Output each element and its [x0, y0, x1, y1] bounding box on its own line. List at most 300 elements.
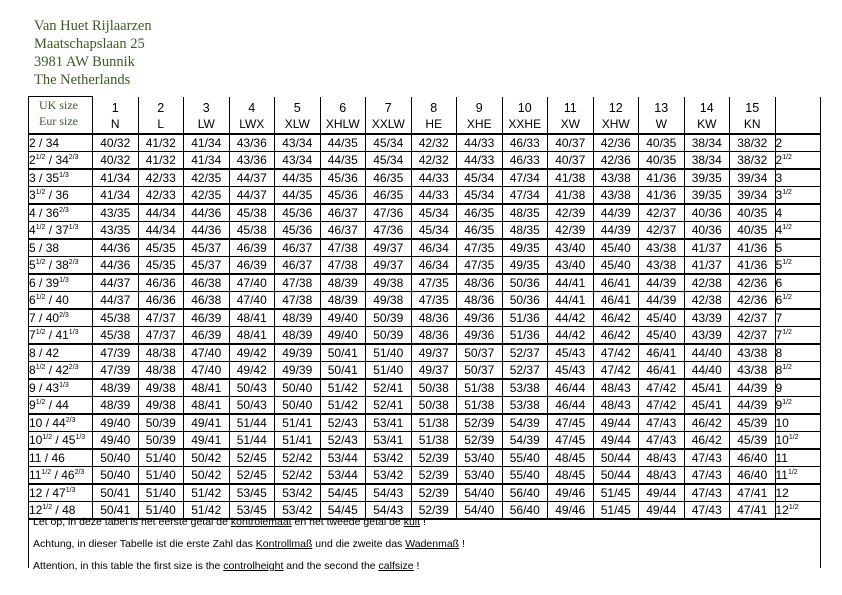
row-uk-size-end	[775, 134, 820, 152]
table-cell: 53/41	[366, 432, 412, 450]
size-separator: /	[45, 187, 56, 202]
table-cell: 44/33	[457, 152, 503, 170]
size-separator: /	[35, 135, 46, 150]
table-cell: 49/36	[457, 309, 503, 327]
table-cell: 48/45	[548, 467, 594, 485]
table-row	[29, 467, 821, 485]
table-cell: 42/39	[548, 222, 594, 240]
uk-size: 11	[29, 467, 42, 482]
uk-size: 9	[29, 397, 36, 412]
table-cell: 44/36	[184, 204, 230, 222]
table-cell: 46/41	[593, 292, 639, 310]
table-cell: 47/40	[229, 292, 275, 310]
table-cell: 45/40	[593, 239, 639, 257]
row-uk-size-end	[775, 292, 820, 310]
table-cell: 42/37	[639, 204, 685, 222]
uk-size: 4	[29, 205, 36, 220]
table-cell: 45/36	[320, 169, 366, 187]
table-cell: 47/40	[184, 344, 230, 362]
table-cell: 44/37	[93, 274, 139, 292]
size-separator: /	[35, 205, 46, 220]
table-cell: 46/35	[366, 169, 412, 187]
table-cell: 46/40	[730, 449, 776, 467]
table-cell: 51/45	[593, 484, 639, 502]
size-fraction: 1/2	[35, 328, 46, 336]
eur-size: 42	[55, 362, 69, 377]
table-cell: 44/33	[457, 134, 503, 152]
table-cell: 46/39	[229, 239, 275, 257]
eur-size-label: Eur size	[39, 114, 78, 128]
table-cell: 46/35	[457, 204, 503, 222]
table-cell: 47/36	[366, 204, 412, 222]
table-cell: 44/36	[93, 257, 139, 275]
table-cell: 47/38	[275, 274, 321, 292]
size-fraction: 1/2	[782, 258, 792, 266]
table-cell: 38/32	[730, 152, 776, 170]
table-cell: 49/37	[411, 344, 457, 362]
size-fraction: 1/2	[782, 188, 792, 196]
table-cell: 42/36	[593, 152, 639, 170]
table-cell: 55/40	[502, 467, 548, 485]
size-separator: /	[52, 432, 63, 447]
table-cell: 44/37	[93, 292, 139, 310]
table-cell: 50/43	[229, 379, 275, 397]
table-cell: 42/39	[548, 204, 594, 222]
table-row	[29, 309, 821, 327]
column-uk-number: 13	[654, 100, 669, 115]
eur-size: 39	[45, 275, 60, 290]
size-separator: /	[35, 380, 46, 395]
table-cell: 47/34	[502, 187, 548, 205]
row-uk-size-end	[775, 379, 820, 397]
column-header	[93, 97, 139, 135]
table-cell: 45/37	[184, 239, 230, 257]
column-header	[184, 97, 230, 135]
size-table	[28, 96, 821, 520]
company-country: The Netherlands	[34, 72, 131, 88]
table-cell: 47/43	[684, 502, 730, 520]
eur-size: 36	[45, 205, 60, 220]
table-cell: 43/34	[275, 134, 321, 152]
table-cell: 53/40	[457, 467, 503, 485]
table-cell: 42/38	[684, 274, 730, 292]
column-width-code: HE	[425, 116, 443, 131]
table-cell: 50/41	[93, 484, 139, 502]
table-cell: 50/39	[138, 432, 184, 450]
table-cell: 45/43	[548, 362, 594, 380]
table-cell: 50/37	[457, 362, 503, 380]
row-size-label	[29, 152, 93, 170]
table-cell: 45/37	[184, 257, 230, 275]
size-fraction: 1/2	[782, 328, 792, 336]
row-uk-size-end	[775, 362, 820, 380]
table-cell: 50/42	[184, 449, 230, 467]
table-cell: 51/42	[184, 484, 230, 502]
size-separator: /	[51, 467, 62, 482]
table-cell: 45/34	[411, 222, 457, 240]
uk-size: 7	[29, 310, 36, 325]
table-cell: 44/35	[275, 187, 321, 205]
table-cell: 44/36	[93, 239, 139, 257]
table-cell: 45/34	[366, 134, 412, 152]
size-fraction: 1/3	[75, 433, 86, 441]
table-cell: 42/33	[138, 169, 184, 187]
table-cell: 47/43	[684, 484, 730, 502]
table-cell: 47/37	[138, 309, 184, 327]
table-cell: 52/39	[457, 414, 503, 432]
table-cell: 48/45	[548, 449, 594, 467]
row-uk-size-end	[775, 414, 820, 432]
table-cell: 47/34	[502, 169, 548, 187]
table-cell: 46/37	[320, 222, 366, 240]
size-separator: /	[45, 152, 56, 167]
table-cell: 45/41	[684, 397, 730, 415]
table-cell: 51/41	[275, 432, 321, 450]
column-width-code: LWX	[239, 116, 265, 131]
table-cell: 42/37	[639, 222, 685, 240]
table-cell: 49/39	[275, 344, 321, 362]
table-cell: 51/44	[229, 414, 275, 432]
table-cell: 48/38	[138, 362, 184, 380]
table-cell: 47/38	[320, 239, 366, 257]
table-cell: 44/40	[684, 362, 730, 380]
eur-size: 46	[51, 450, 65, 465]
table-cell: 53/45	[229, 484, 275, 502]
table-cell: 50/40	[275, 397, 321, 415]
size-fraction: 1/2	[41, 468, 52, 476]
eur-size: 42	[45, 345, 60, 360]
table-cell: 51/42	[184, 502, 230, 520]
table-cell: 50/42	[184, 467, 230, 485]
table-row	[29, 362, 821, 380]
size-fraction: 1/2	[787, 468, 798, 476]
column-header	[229, 97, 275, 135]
table-cell: 42/33	[138, 187, 184, 205]
row-uk-size-end	[775, 204, 820, 222]
size-fraction: 2/3	[68, 363, 79, 371]
table-cell: 49/41	[184, 414, 230, 432]
table-row	[29, 187, 821, 205]
table-cell: 46/38	[184, 292, 230, 310]
table-cell: 53/40	[457, 449, 503, 467]
table-cell: 41/32	[138, 152, 184, 170]
size-fraction: 1/2	[35, 363, 46, 371]
table-cell: 47/42	[593, 344, 639, 362]
table-cell: 46/38	[184, 274, 230, 292]
column-width-code: N	[110, 116, 120, 131]
table-cell: 40/35	[730, 204, 776, 222]
column-header	[548, 97, 594, 135]
table-cell: 42/36	[593, 134, 639, 152]
column-header	[366, 97, 412, 135]
table-cell: 51/40	[366, 362, 412, 380]
table-row	[29, 204, 821, 222]
table-cell: 46/34	[411, 239, 457, 257]
table-cell: 54/45	[320, 484, 366, 502]
table-cell: 44/35	[320, 152, 366, 170]
notes-box	[28, 509, 821, 572]
table-cell: 45/38	[93, 309, 139, 327]
table-cell: 47/43	[639, 432, 685, 450]
table-cell: 44/39	[639, 274, 685, 292]
table-cell: 52/39	[411, 502, 457, 520]
table-cell: 53/42	[366, 467, 412, 485]
table-cell: 53/42	[366, 449, 412, 467]
table-cell: 48/41	[184, 397, 230, 415]
table-cell: 49/46	[548, 484, 594, 502]
row-uk-size-end	[775, 309, 820, 327]
row-size-label	[29, 414, 93, 432]
table-cell: 40/35	[730, 222, 776, 240]
eur-size: 34	[55, 152, 69, 167]
table-cell: 53/38	[502, 379, 548, 397]
column-header	[502, 97, 548, 135]
uk-size: 11	[29, 450, 42, 465]
table-cell: 46/42	[684, 414, 730, 432]
row-uk-size-end	[775, 152, 820, 170]
table-cell: 42/37	[730, 327, 776, 345]
table-cell: 43/38	[639, 239, 685, 257]
table-cell: 46/33	[502, 134, 548, 152]
table-cell: 52/37	[502, 344, 548, 362]
column-header	[320, 97, 366, 135]
row-uk-size-end	[775, 432, 820, 450]
table-cell: 44/37	[229, 169, 275, 187]
table-cell: 50/38	[411, 397, 457, 415]
column-uk-number: 1	[111, 100, 119, 115]
table-cell: 56/40	[502, 502, 548, 520]
uk-size-end: 9	[775, 397, 783, 412]
eur-size: 37	[55, 222, 69, 237]
eur-size: 44	[52, 415, 66, 430]
table-cell: 43/38	[639, 257, 685, 275]
column-uk-number: 4	[248, 100, 256, 115]
company-street: Maatschapslaan 25	[34, 36, 145, 52]
size-separator: /	[35, 275, 46, 290]
size-fraction: 2/3	[59, 206, 69, 214]
eur-size: 47	[52, 485, 66, 500]
size-fraction: 1/2	[35, 223, 46, 231]
size-fraction: 1/2	[782, 363, 792, 371]
uk-size: 8	[29, 362, 36, 377]
eur-size: 38	[45, 240, 60, 255]
table-cell: 43/39	[684, 309, 730, 327]
table-cell: 41/36	[730, 239, 776, 257]
size-fraction: 2/3	[68, 258, 79, 266]
table-cell: 47/43	[684, 449, 730, 467]
table-cell: 45/36	[275, 204, 321, 222]
table-cell: 42/36	[730, 274, 776, 292]
table-cell: 50/44	[593, 467, 639, 485]
table-cell: 46/35	[366, 187, 412, 205]
column-header	[593, 97, 639, 135]
column-header	[411, 97, 457, 135]
uk-size-end: 4	[775, 222, 783, 237]
size-separator: /	[45, 327, 56, 342]
row-size-label	[29, 187, 93, 205]
uk-size-end: 8	[775, 345, 783, 360]
table-cell: 49/38	[138, 379, 184, 397]
row-size-label	[29, 467, 93, 485]
row-uk-size-end	[775, 187, 820, 205]
table-cell: 48/43	[593, 397, 639, 415]
column-width-code: XXLW	[371, 116, 405, 131]
table-cell: 43/38	[593, 187, 639, 205]
size-fraction: 1/3	[59, 381, 69, 389]
table-cell: 47/35	[411, 292, 457, 310]
table-cell: 45/36	[320, 187, 366, 205]
table-cell: 50/36	[502, 292, 548, 310]
uk-size: 5	[29, 240, 36, 255]
eur-size: 36	[55, 187, 69, 202]
table-cell: 44/39	[639, 292, 685, 310]
column-width-code: KN	[743, 116, 761, 131]
uk-size-end: 6	[775, 275, 783, 290]
uk-size-end: 11	[775, 450, 788, 465]
column-header	[457, 97, 503, 135]
table-cell: 48/36	[411, 327, 457, 345]
table-cell: 43/39	[684, 327, 730, 345]
size-separator: /	[42, 415, 53, 430]
column-header	[138, 97, 184, 135]
table-cell: 49/37	[366, 239, 412, 257]
size-fraction: 1/2	[782, 293, 792, 301]
uk-size-end: 7	[775, 310, 783, 325]
table-cell: 45/39	[730, 414, 776, 432]
table-cell: 45/36	[275, 222, 321, 240]
table-cell: 44/42	[548, 327, 594, 345]
size-fraction: 1/2	[788, 503, 799, 511]
table-header-row	[29, 97, 821, 135]
eur-size: 35	[45, 170, 60, 185]
table-cell: 41/36	[730, 257, 776, 275]
row-uk-size-end	[775, 344, 820, 362]
note-dutch: Let op, in deze tabel is het eerste getal de kontrolemaat en het tweede getal de kuit !	[33, 516, 426, 528]
table-cell: 52/39	[457, 432, 503, 450]
row-size-label	[29, 169, 93, 187]
table-cell: 44/33	[411, 187, 457, 205]
table-cell: 51/42	[320, 379, 366, 397]
size-fraction: 1/2	[42, 503, 53, 511]
size-fraction: 2/3	[74, 468, 85, 476]
uk-size-end: 2	[775, 135, 783, 150]
size-fraction: 1/3	[59, 276, 69, 284]
size-fraction: 1/3	[59, 171, 69, 179]
row-size-label	[29, 449, 93, 467]
table-cell: 39/34	[730, 187, 776, 205]
table-cell: 40/32	[93, 134, 139, 152]
table-cell: 44/34	[138, 222, 184, 240]
column-width-code: XHE	[466, 116, 492, 131]
table-cell: 42/37	[730, 309, 776, 327]
row-uk-size-end	[775, 274, 820, 292]
row-uk-size-end	[775, 327, 820, 345]
row-uk-size-end	[775, 484, 820, 502]
eur-size: 34	[45, 135, 60, 150]
table-cell: 47/36	[366, 222, 412, 240]
table-cell: 41/38	[548, 169, 594, 187]
table-cell: 48/39	[320, 274, 366, 292]
size-fraction: 1/3	[68, 223, 79, 231]
size-separator: /	[45, 397, 56, 412]
column-header	[639, 97, 685, 135]
table-cell: 45/35	[138, 239, 184, 257]
table-cell: 48/43	[639, 467, 685, 485]
eur-size: 41	[55, 327, 69, 342]
size-separator: /	[35, 310, 46, 325]
table-cell: 48/38	[138, 344, 184, 362]
end-column-header	[775, 97, 820, 135]
company-name: Van Huet Rijlaarzen	[34, 18, 152, 34]
table-cell: 40/37	[548, 152, 594, 170]
size-separator: /	[52, 502, 63, 517]
table-cell: 54/45	[320, 502, 366, 520]
table-cell: 56/40	[502, 484, 548, 502]
row-size-label	[29, 327, 93, 345]
table-cell: 47/38	[320, 257, 366, 275]
table-cell: 49/38	[366, 274, 412, 292]
table-cell: 55/40	[502, 449, 548, 467]
size-separator: /	[45, 257, 56, 272]
table-cell: 53/42	[275, 502, 321, 520]
table-cell: 50/41	[320, 362, 366, 380]
size-fraction: 1/2	[35, 153, 46, 161]
table-cell: 45/34	[457, 187, 503, 205]
table-cell: 45/34	[366, 152, 412, 170]
size-separator: /	[45, 292, 56, 307]
table-cell: 52/39	[411, 467, 457, 485]
table-cell: 54/43	[366, 484, 412, 502]
table-cell: 49/38	[138, 397, 184, 415]
table-row	[29, 169, 821, 187]
table-cell: 39/34	[730, 169, 776, 187]
size-separator: /	[35, 345, 46, 360]
table-cell: 43/38	[730, 362, 776, 380]
table-row	[29, 344, 821, 362]
column-width-code: W	[655, 116, 667, 131]
table-cell: 38/34	[684, 134, 730, 152]
size-separator: /	[35, 240, 46, 255]
table-cell: 52/43	[320, 414, 366, 432]
table-cell: 54/40	[457, 484, 503, 502]
table-cell: 40/35	[639, 152, 685, 170]
table-cell: 50/39	[366, 327, 412, 345]
table-cell: 46/44	[548, 379, 594, 397]
table-cell: 41/37	[684, 257, 730, 275]
uk-size: 12	[29, 485, 43, 500]
uk-size-end: 8	[775, 362, 783, 377]
column-uk-number: 12	[608, 100, 623, 115]
table-cell: 46/41	[639, 344, 685, 362]
column-width-code: KW	[697, 116, 717, 131]
note-english-term2: calfsize	[378, 560, 414, 572]
table-cell: 49/40	[320, 327, 366, 345]
column-uk-number: 10	[517, 100, 532, 115]
uk-size: 10	[29, 432, 43, 447]
table-cell: 46/39	[229, 257, 275, 275]
table-cell: 46/39	[184, 309, 230, 327]
table-cell: 41/34	[93, 187, 139, 205]
table-cell: 46/35	[457, 222, 503, 240]
column-uk-number: 3	[202, 100, 210, 115]
size-separator: /	[45, 222, 56, 237]
eur-size: 44	[55, 397, 69, 412]
table-cell: 49/35	[502, 257, 548, 275]
table-row	[29, 292, 821, 310]
uk-size: 3	[29, 170, 36, 185]
table-cell: 44/39	[593, 222, 639, 240]
table-cell: 51/41	[275, 414, 321, 432]
